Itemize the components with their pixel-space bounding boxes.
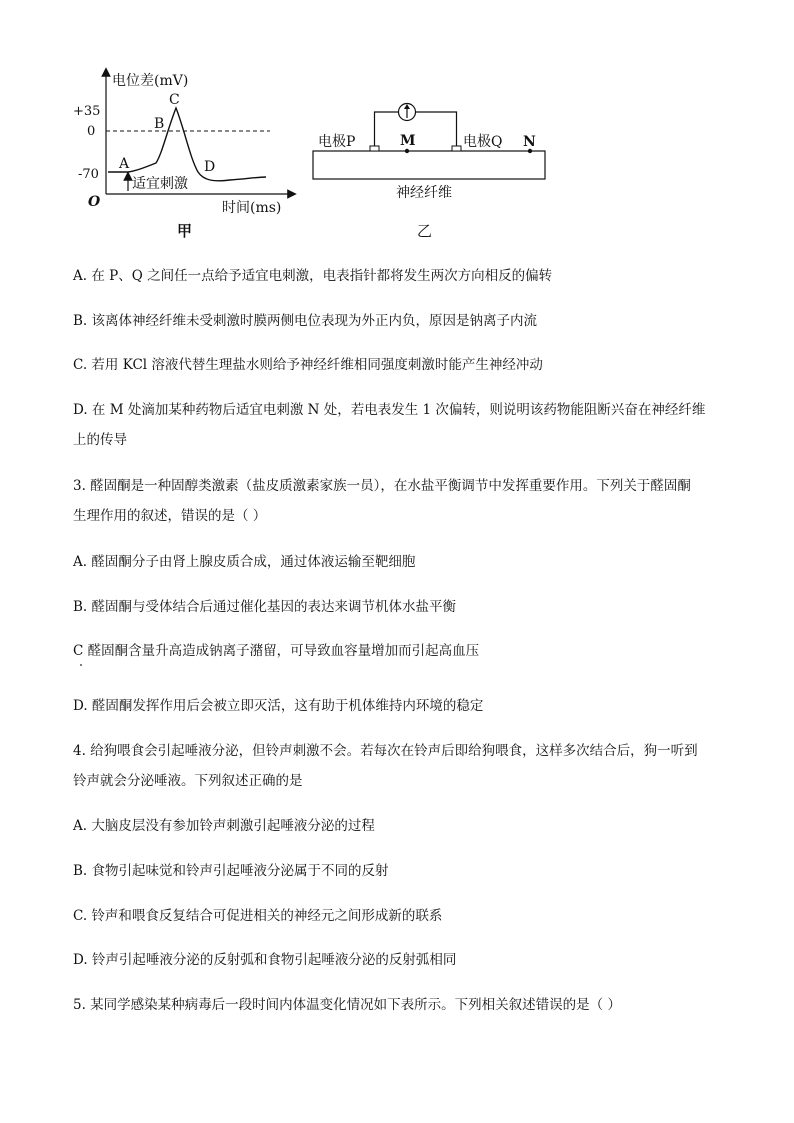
figure-yi <box>313 104 545 241</box>
q2-option-d-continued: 上的传导 <box>73 432 127 448</box>
point-d-label: D <box>204 159 216 175</box>
stray-dot-mark <box>80 664 82 666</box>
q3-stem: 3. 醛固酮是一种固醇类激素（盐皮质激素家族一员），在水盐平衡调节中发挥重要作用。下列关于醛固酮 <box>73 478 691 494</box>
electrode-q-pad <box>452 146 461 151</box>
caption-yi: 乙 <box>417 222 433 240</box>
point-c-label: C <box>169 92 180 108</box>
tick-plus35: +35 <box>73 104 101 119</box>
origin-label: O <box>88 194 101 210</box>
q5-stem: 5. 某同学感染某种病毒后一段时间内体温变化情况如下表所示。下列相关叙述错误的是（ ） <box>73 997 621 1013</box>
point-b-label: B <box>154 116 165 132</box>
q2-option-d: D. 在 M 处滴加某种药物后适宜电刺激 N 处，若电表发生 1 次偏转，则说明该药物能阻断兴奋在神经纤维 <box>73 402 706 418</box>
electrode-p-label: 电极P <box>318 134 356 150</box>
electrode-p-pad <box>370 146 379 151</box>
galvanometer-icon <box>399 104 416 121</box>
q3-option-a: A. 醛固酮分子由肾上腺皮质合成，通过体液运输至靶细胞 <box>73 554 416 570</box>
q4-stem: 4. 给狗喂食会引起唾液分泌，但铃声刺激不会。若每次在铃声后即给狗喂食，这样多次结合后，狗一听到 <box>73 743 698 759</box>
q3-stem-continued: 生理作用的叙述，错误的是（ ） <box>73 508 267 524</box>
q2-option-a: A. 在 P、Q 之间任一点给予适宜电刺激，电表指针都将发生两次方向相反的偏转 <box>73 268 553 284</box>
point-m-dot <box>405 149 409 153</box>
q2-option-c: C. 若用 KCl 溶液代替生理盐水则给予神经纤维相同强度刺激时能产生神经冲动 <box>73 357 543 373</box>
action-potential-curve <box>108 108 266 181</box>
nerve-fiber-label: 神经纤维 <box>396 185 452 201</box>
q4-option-b: B. 食物引起味觉和铃声引起唾液分泌属于不同的反射 <box>73 863 389 879</box>
q4-option-c: C. 铃声和喂食反复结合可促进相关的神经元之间形成新的联系 <box>73 908 443 924</box>
q4-stem-continued: 铃声就会分泌唾液。下列叙述正确的是 <box>73 773 303 789</box>
q4-option-d: D. 铃声引起唾液分泌的反射弧和食物引起唾液分泌的反射弧相同 <box>73 952 457 968</box>
figure-jia <box>73 72 292 240</box>
point-a-label: A <box>119 156 130 172</box>
point-n-label: N <box>523 134 536 150</box>
q3-option-d: D. 醛固酮发挥作用后会被立即灭活，这有助于机体维持内环境的稳定 <box>73 698 484 714</box>
wire-left <box>375 112 400 146</box>
q4-option-a: A. 大脑皮层没有参加铃声刺激引起唾液分泌的过程 <box>73 818 375 834</box>
electrode-q-label: 电极Q <box>463 134 503 150</box>
nerve-fiber <box>313 151 545 179</box>
x-axis-label: 时间(ms) <box>222 200 282 216</box>
tick-minus70: -70 <box>78 167 99 182</box>
figures-svg <box>70 60 590 245</box>
stimulus-label: 适宜刺激 <box>132 176 188 192</box>
point-m-label: M <box>400 133 416 149</box>
figure-area <box>70 60 590 245</box>
y-axis-label: 电位差(mV) <box>112 73 189 89</box>
caption-jia: 甲 <box>177 222 193 240</box>
q2-option-b: B. 该离体神经纤维未受刺激时膜两侧电位表现为外正内负，原因是钠离子内流 <box>73 313 538 329</box>
q3-option-b: B. 醛固酮与受体结合后通过催化基因的表达来调节机体水盐平衡 <box>73 599 457 615</box>
wire-right <box>415 112 457 146</box>
q3-option-c: C 醛固酮含量升高造成钠离子潴留，可导致血容量增加而引起高血压 <box>73 643 480 659</box>
tick-zero: 0 <box>87 124 96 139</box>
